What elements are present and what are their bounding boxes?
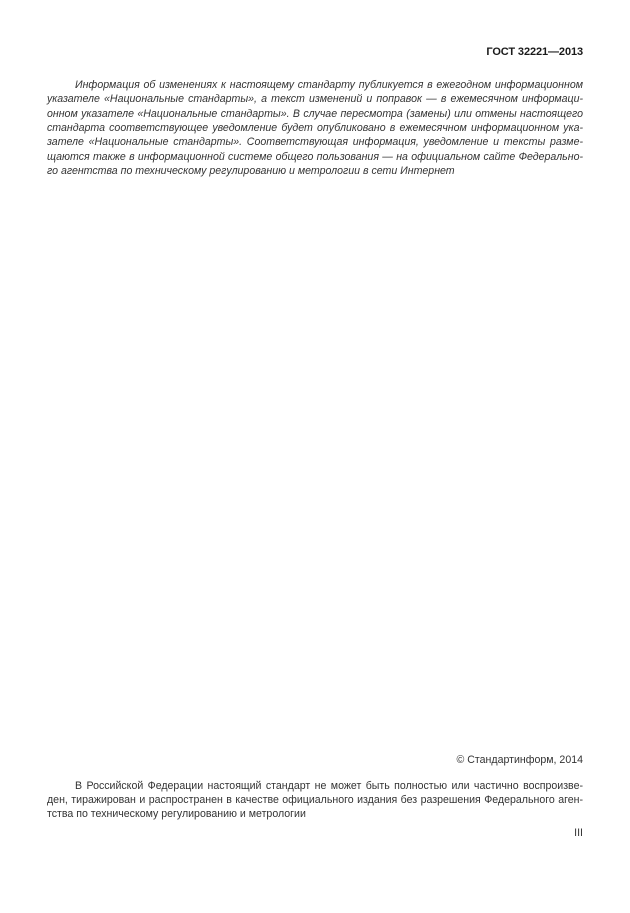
reproduction-rights-paragraph (47, 779, 583, 822)
paragraph-line: онном указателе «Национальные стандарты». В случае пересмотра (замены) или отмены настоящего (47, 107, 583, 120)
paragraph-line: ден, тиражирован и распространен в качестве официального издания без разрешения Федерального аген- (47, 794, 583, 807)
paragraph-line: Информация об изменениях к настоящему стандарту публикуется в ежегодном информационном (75, 79, 583, 91)
amendments-info-paragraph (47, 78, 583, 178)
paragraph-line: В Российской Федерации настоящий стандарт не может быть полностью или частично воспроизве- (75, 780, 583, 792)
paragraph-line: указателе «Национальные стандарты», а текст изменений и поправок — в ежемесячном информаци- (47, 93, 583, 106)
standard-code-header: ГОСТ 32221—2013 (486, 46, 583, 58)
paragraph-line: го агентства по техническому регулированию и метрологии в сети Интернет (47, 165, 455, 178)
paragraph-line: тства по техническому регулированию и метрологии (47, 808, 306, 821)
copyright-notice: © Стандартинформ, 2014 (456, 754, 583, 766)
paragraph-line: щаются также в информационной системе общего пользования — на официальном сайте Федерально- (47, 150, 583, 163)
paragraph-line: стандарта соответствующее уведомление будет опубликовано в ежемесячном информационном ука- (47, 122, 583, 135)
page-number: III (574, 827, 583, 839)
paragraph-line: зателе «Национальные стандарты». Соответствующая информация, уведомление и тексты разме- (47, 136, 583, 149)
